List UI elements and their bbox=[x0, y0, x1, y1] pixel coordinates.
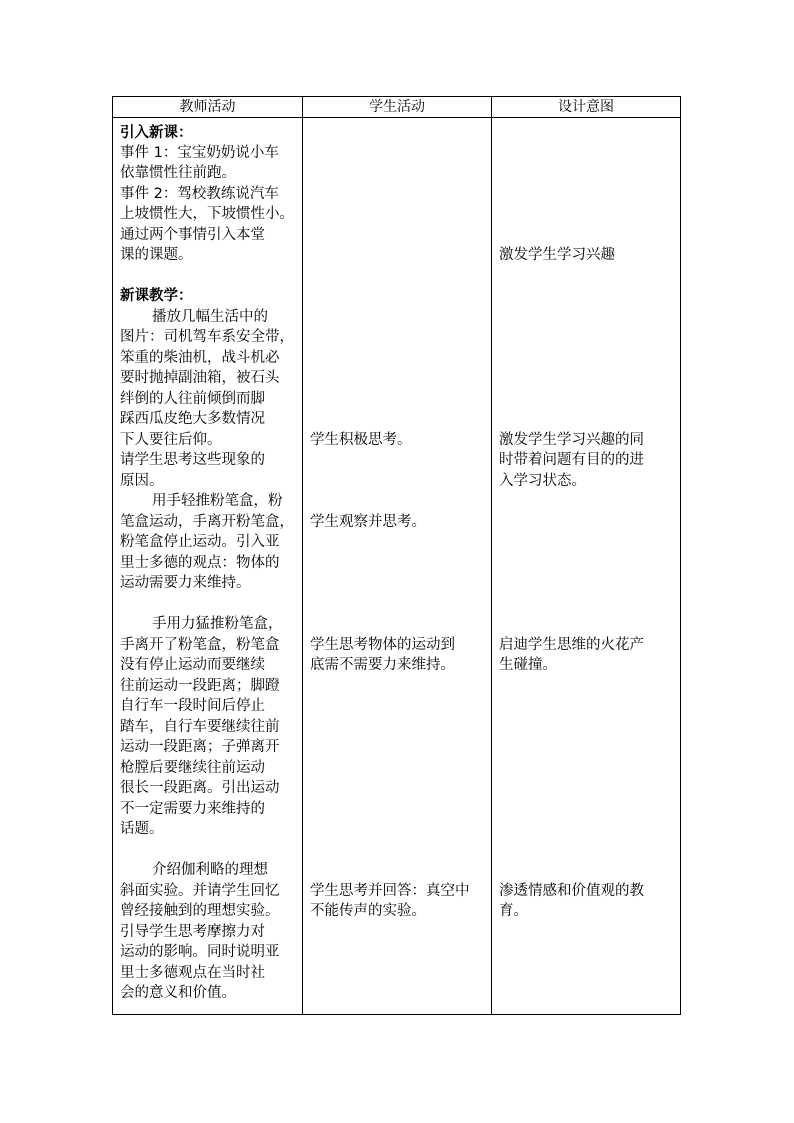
design-intent-lines bbox=[492, 118, 680, 1014]
student-activity-line: 学生思考物体的运动到 bbox=[310, 637, 455, 653]
header-student-activity: 学生活动 bbox=[303, 97, 492, 118]
teacher-activity-line: 引导学生思考摩擦力对 bbox=[120, 924, 265, 940]
teacher-activity-line: 踏车，自行车要继续往前 bbox=[120, 719, 280, 735]
teacher-activity-line: 介绍伽利略的理想 bbox=[152, 862, 268, 878]
lesson-plan-table bbox=[112, 96, 681, 1015]
teacher-activity-line: 上坡惯性大，下坡惯性小。 bbox=[120, 206, 294, 222]
teacher-activity-line: 运动需要力来维持。 bbox=[120, 575, 251, 591]
design-intent-line: 时带着问题有目的的进 bbox=[499, 452, 644, 468]
design-intent-line: 生碰撞。 bbox=[499, 657, 557, 673]
design-intent-line: 激发学生学习兴趣的同 bbox=[499, 432, 644, 448]
teacher-activity-line: 手离开了粉笔盒，粉笔盒 bbox=[120, 637, 280, 653]
design-intent-line: 启迪学生思维的火花产 bbox=[499, 637, 644, 653]
teacher-activity-line: 图片：司机驾车系安全带， bbox=[120, 329, 294, 345]
student-activity-line: 学生思考并回答：真空中 bbox=[310, 883, 470, 899]
student-activity-line: 底需不需要力来维持。 bbox=[310, 657, 455, 673]
design-intent-line: 渗透情感和价值观的教 bbox=[499, 883, 644, 899]
teacher-activity-line: 不一定需要力来维持的 bbox=[120, 801, 265, 817]
teacher-activity-line: 笔盒运动，手离开粉笔盒， bbox=[120, 514, 294, 530]
teacher-activity-line: 通过两个事情引入本堂 bbox=[120, 227, 265, 243]
teacher-activity-line: 事件 1：宝宝奶奶说小车 bbox=[120, 145, 279, 161]
student-activity-lines bbox=[303, 118, 491, 1014]
teacher-activity-line: 课的课题。 bbox=[120, 247, 193, 263]
teacher-activity-line: 里士多德的观点：物体的 bbox=[120, 555, 280, 571]
design-intent-line: 入学习状态。 bbox=[499, 473, 586, 489]
student-activity-line: 学生观察并思考。 bbox=[310, 514, 426, 530]
teacher-activity-line: 新课教学： bbox=[120, 288, 193, 304]
teacher-activity-line: 枪膛后要继续往前运动 bbox=[120, 760, 265, 776]
design-intent-line: 育。 bbox=[499, 903, 528, 919]
design-intent-cell bbox=[492, 118, 681, 1015]
teacher-activity-line: 斜面实验。并请学生回忆 bbox=[120, 883, 280, 899]
teacher-activity-line: 绊倒的人往前倾倒而脚 bbox=[120, 391, 265, 407]
teacher-activity-line: 话题。 bbox=[120, 821, 164, 837]
teacher-activity-line: 运动的影响。同时说明亚 bbox=[120, 944, 280, 960]
teacher-activity-line: 自行车一段时间后停止 bbox=[120, 698, 265, 714]
teacher-activity-line: 播放几幅生活中的 bbox=[152, 309, 268, 325]
table-body-row bbox=[113, 118, 681, 1015]
teacher-activity-line: 里士多德观点在当时社 bbox=[120, 965, 265, 981]
student-activity-line: 不能传声的实验。 bbox=[310, 903, 426, 919]
teacher-activity-lines bbox=[113, 118, 302, 1014]
teacher-activity-line: 粉笔盒停止运动。引入亚 bbox=[120, 534, 280, 550]
header-design-intent: 设计意图 bbox=[492, 97, 681, 118]
teacher-activity-line: 手用力猛推粉笔盒， bbox=[152, 616, 283, 632]
teacher-activity-line: 请学生思考这些现象的 bbox=[120, 452, 265, 468]
design-intent-line: 激发学生学习兴趣 bbox=[499, 247, 615, 263]
teacher-activity-line: 要时抛掉副油箱，被石头 bbox=[120, 370, 280, 386]
teacher-activity-line: 踩西瓜皮绝大多数情况 bbox=[120, 411, 265, 427]
teacher-activity-line: 往前运动一段距离；脚蹬 bbox=[120, 678, 280, 694]
teacher-activity-line: 很长一段距离。引出运动 bbox=[120, 780, 280, 796]
teacher-activity-line: 下人要往后仰。 bbox=[120, 432, 222, 448]
teacher-activity-line: 笨重的柴油机，战斗机必 bbox=[120, 350, 280, 366]
teacher-activity-line: 依靠惯性往前跑。 bbox=[120, 165, 236, 181]
teacher-activity-line: 曾经接触到的理想实验。 bbox=[120, 903, 280, 919]
student-activity-cell bbox=[303, 118, 492, 1015]
teacher-activity-line: 会的意义和价值。 bbox=[120, 985, 236, 1001]
teacher-activity-line: 事件 2：驾校教练说汽车 bbox=[120, 186, 279, 202]
teacher-activity-line: 运动一段距离；子弹离开 bbox=[120, 739, 280, 755]
teacher-activity-line: 原因。 bbox=[120, 473, 164, 489]
teacher-activity-line: 没有停止运动而要继续 bbox=[120, 657, 265, 673]
table-header-row bbox=[113, 97, 681, 118]
student-activity-line: 学生积极思考。 bbox=[310, 432, 412, 448]
teacher-activity-cell bbox=[113, 118, 303, 1015]
teacher-activity-line: 用手轻推粉笔盒，粉 bbox=[152, 493, 283, 509]
header-teacher-activity: 教师活动 bbox=[113, 97, 303, 118]
teacher-activity-line: 引入新课： bbox=[120, 125, 193, 141]
